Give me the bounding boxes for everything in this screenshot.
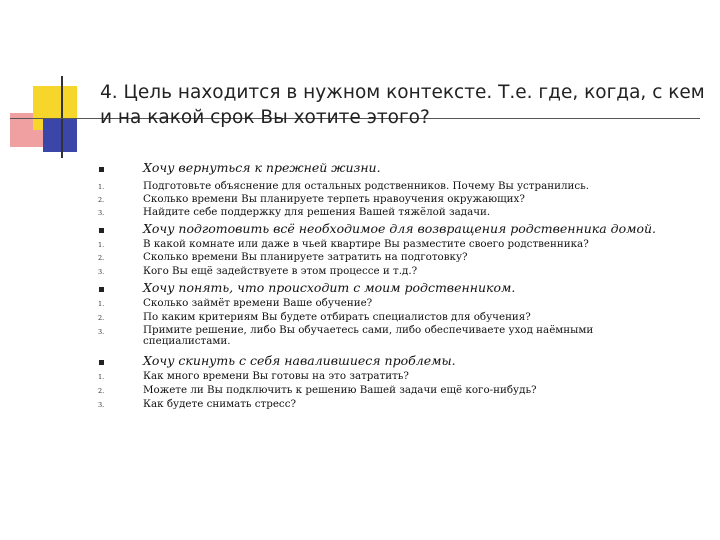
- list-item-number: 1.: [98, 183, 105, 191]
- slide-title-line-1: 4. Цель находится в нужном контексте. Т.е. где, когда, с кем: [100, 82, 705, 103]
- slide-title-line-2: и на какой срок Вы хотите этого?: [100, 107, 430, 128]
- bullet-square-icon: [99, 167, 104, 172]
- list-item-number: 3.: [98, 401, 105, 409]
- section-heading-text: Хочу вернуться к прежней жизни.: [143, 160, 381, 175]
- list-item-text: По каким критериям Вы будете отбирать специалистов для обучения?: [143, 311, 531, 323]
- list-item-text: Подготовьте объяснение для остальных родственников. Почему Вы устранились.: [143, 180, 590, 192]
- section-heading-text: Хочу скинуть с себя навалившиеся проблемы.: [143, 353, 456, 368]
- list-item-number: 2.: [98, 254, 105, 262]
- list-item-number: 2.: [98, 314, 105, 322]
- section-heading-text: Хочу подготовить всё необходимое для возвращения родственника домой.: [143, 221, 657, 236]
- list-item-text: Как будете снимать стресс?: [143, 398, 296, 410]
- list-item-text: Примите решение, либо Вы обучаетесь сами, либо обеспечиваете уход наёмными специалистами.: [143, 324, 594, 347]
- list-item-text: Найдите себе поддержку для решения Вашей тяжёлой задачи.: [143, 206, 491, 218]
- list-item-text: Сколько времени Вы планируете затратить на подготовку?: [143, 251, 468, 263]
- list-item-number: 3.: [98, 209, 105, 217]
- list-item-number: 1.: [98, 300, 105, 308]
- bullet-square-icon: [99, 287, 104, 292]
- list-item-number: 1.: [98, 373, 105, 381]
- list-item-number: 2.: [98, 196, 105, 204]
- list-item-text: Как много времени Вы готовы на это затратить?: [143, 370, 409, 382]
- list-item-number: 3.: [98, 328, 105, 336]
- list-item-text: Сколько займёт времени Ваше обучение?: [143, 297, 373, 309]
- list-item-text: Кого Вы ещё задействуете в этом процессе и т.д.?: [143, 265, 418, 277]
- bullet-square-icon: [99, 228, 104, 233]
- list-item-number: 3.: [98, 268, 105, 276]
- list-item-text: Сколько времени Вы планируете терпеть нравоучения окружающих?: [143, 193, 525, 205]
- bullet-square-icon: [99, 360, 104, 365]
- list-item-text: Можете ли Вы подключить к решению Вашей задачи ещё кого-нибудь?: [143, 384, 537, 396]
- list-item-number: 1.: [98, 241, 105, 249]
- list-item-text: В какой комнате или даже в чьей квартире Вы разместите своего родственника?: [143, 238, 589, 250]
- list-item-number: 2.: [98, 387, 105, 395]
- section-heading-text: Хочу понять, что происходит с моим родственником.: [143, 280, 516, 295]
